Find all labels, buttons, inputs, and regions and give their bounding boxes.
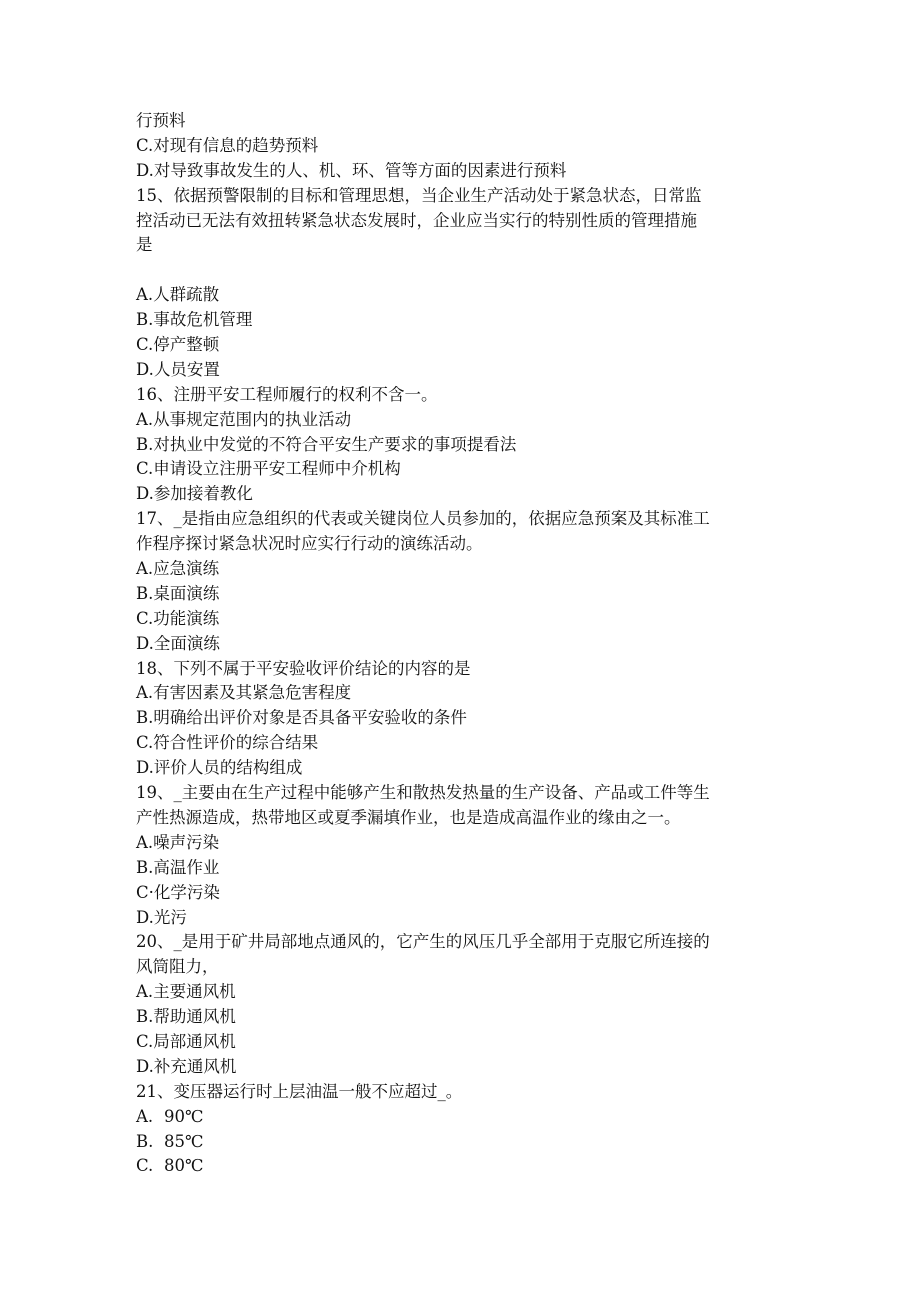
question-19-line-2: 产性热源造成，热带地区或夏季漏填作业，也是造成高温作业的缘由之一。	[136, 807, 681, 827]
option-c: C.局部通风机	[136, 1031, 236, 1051]
option-b: B.对执业中发觉的不符合平安生产要求的事项提看法	[136, 434, 517, 454]
option-d: D.对导致事故发生的人、机、环、管等方面的因素进行预料	[136, 160, 567, 180]
option-b: B.帮助通风机	[136, 1007, 236, 1027]
option-c: C.申请设立注册平安工程师中介机构	[136, 459, 401, 479]
option-value: 85℃	[164, 1131, 204, 1151]
option-b	[136, 1130, 782, 1155]
option-b: B.事故危机管理	[136, 310, 253, 330]
option-c: C.停产整顿	[136, 335, 220, 355]
question-15-line-2: 控活动已无法有效扭转紧急状态发展时，企业应当实行的特别性质的管理措施	[136, 210, 697, 230]
option-a: A.人群疏散	[136, 285, 220, 305]
question-16: 16、注册平安工程师履行的权利不含一。	[136, 384, 438, 404]
option-b: B.高温作业	[136, 857, 220, 877]
question-19-line-1: 19、_主要由在生产过程中能够产生和散热发热量的生产设备、产品或工件等生	[136, 783, 710, 803]
option-key: A.	[136, 1106, 154, 1126]
option-a	[136, 1105, 782, 1130]
question-18: 18、下列不属于平安验收评价结论的内容的是	[136, 658, 471, 678]
option-a: A.主要通风机	[136, 982, 236, 1002]
option-c: C.对现有信息的趋势预料	[136, 135, 319, 155]
question-20-line-2: 风筒阻力，	[136, 957, 219, 977]
option-c: C.功能演练	[136, 608, 220, 628]
question-20-line-1: 20、_是用于矿井局部地点通风的，它产生的风压几乎全部用于克服它所连接的	[136, 932, 710, 952]
option-key: C.	[136, 1156, 154, 1176]
option-a: A.有害因素及其紧急危害程度	[136, 683, 352, 703]
question-15-line-3: 是	[136, 235, 153, 255]
question-21: 21、变压器运行时上层油温一般不应超过_。	[136, 1081, 463, 1101]
option-d: D.补充通风机	[136, 1056, 237, 1076]
option-d: D.参加接着教化	[136, 484, 253, 504]
blank-line	[136, 258, 782, 283]
option-d: D.评价人员的结构组成	[136, 758, 303, 778]
option-d: D.光污	[136, 907, 187, 927]
option-c: C·化学污染	[136, 882, 220, 902]
option-a: A.噪声污染	[136, 832, 220, 852]
option-key: B.	[136, 1131, 154, 1151]
question-17-line-2: 作程序探讨紧急状况时应实行行动的演练活动。	[136, 534, 483, 554]
option-value: 80℃	[164, 1156, 204, 1176]
option-a: A.从事规定范围内的执业活动	[136, 409, 352, 429]
text-line: 行预料	[136, 111, 186, 130]
document-body	[136, 109, 782, 1179]
option-a: A.应急演练	[136, 559, 220, 579]
option-b: B.明确给出评价对象是否具备平安验收的条件	[136, 708, 467, 728]
option-d: D.人员安置	[136, 359, 220, 379]
option-c	[136, 1154, 782, 1179]
option-d: D.全面演练	[136, 633, 220, 653]
question-15-line-1: 15、依据预警限制的目标和管理思想，当企业生产活动处于紧急状态，日常监	[136, 185, 702, 205]
option-value: 90℃	[164, 1106, 204, 1126]
option-c: C.符合性评价的综合结果	[136, 733, 319, 753]
option-b: B.桌面演练	[136, 583, 220, 603]
question-17-line-1: 17、_是指由应急组织的代表或关键岗位人员参加的，依据应急预案及其标准工	[136, 509, 710, 529]
